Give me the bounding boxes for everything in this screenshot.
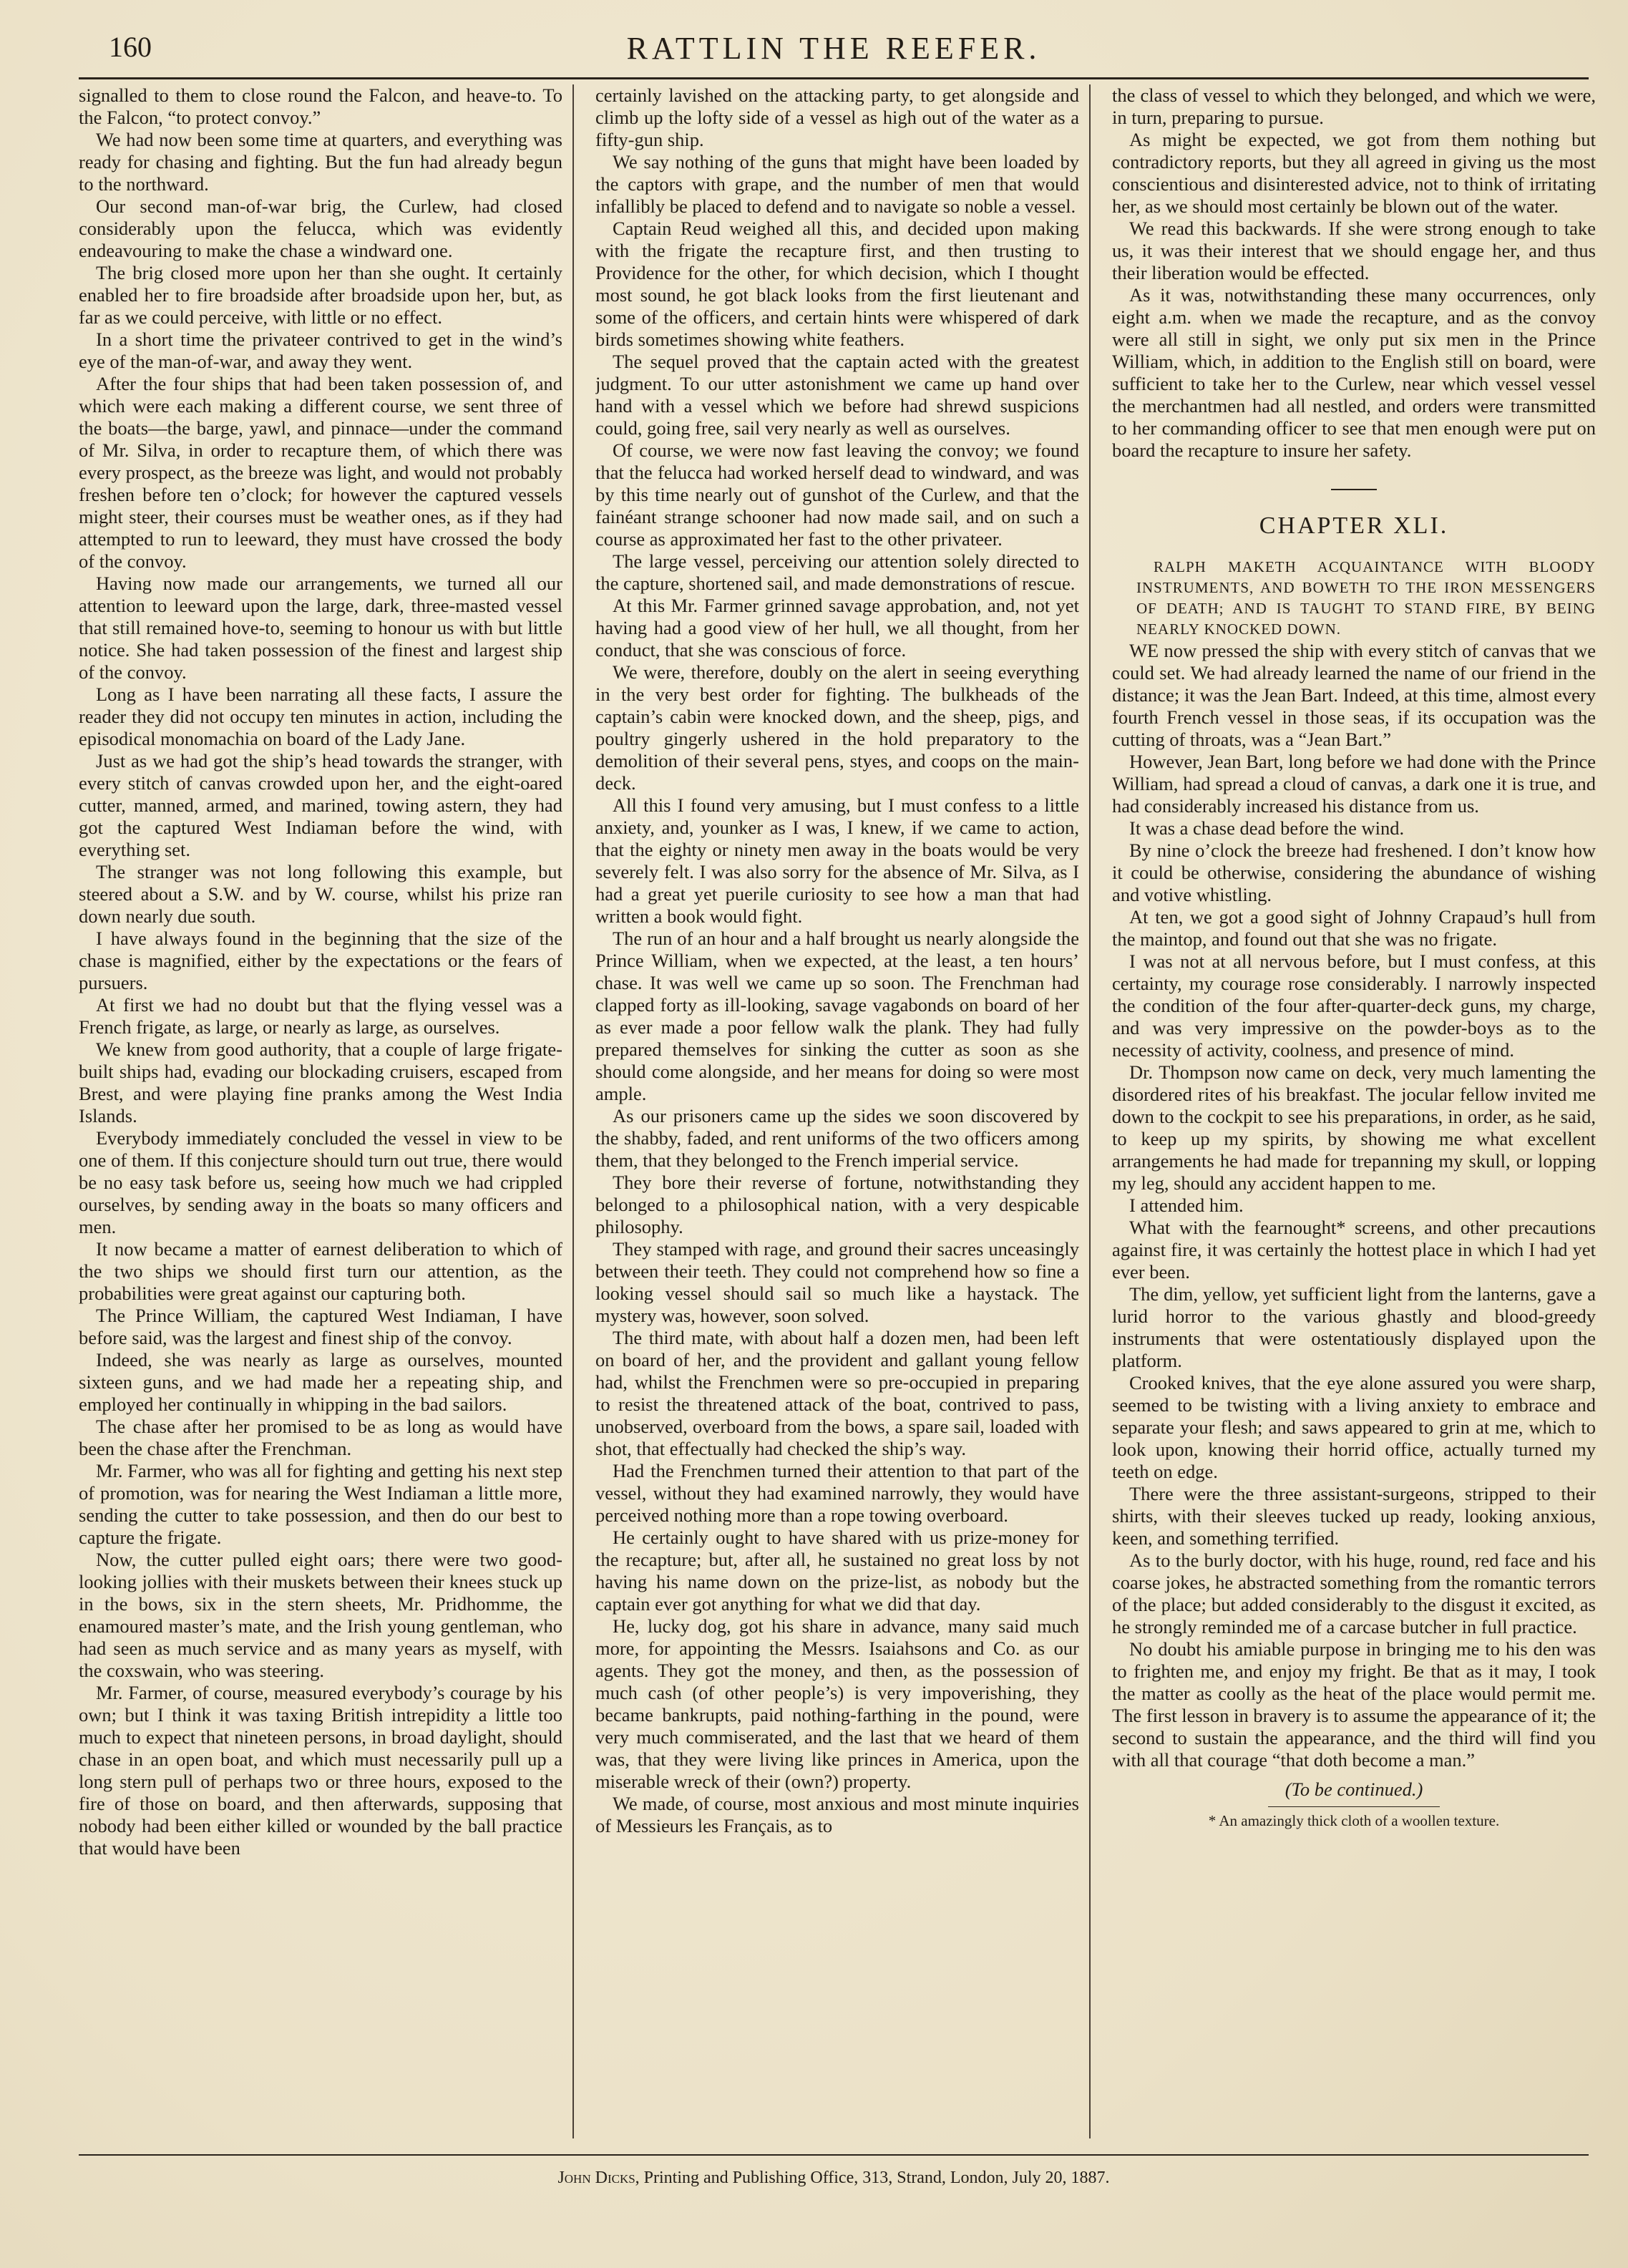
paragraph: Dr. Thompson now came on deck, very much lamenting the disordered rites of his breakfast. The jocular fellow invited me down to the cockpit to see his preparations, in order, as he said, to keep up my spirits, by showing me what excellent arrangements he had made for trepanning my skull, or lopping my leg, should any accident happen to me.	[1112, 1061, 1596, 1194]
publisher-imprint	[79, 2169, 1589, 2188]
column-3-chapter-text	[1112, 640, 1596, 1771]
paragraph: The stranger was not long following this example, but steered about a S.W. and by W. course, whilst his prize ran down nearly due south.	[79, 861, 562, 927]
text-columns	[79, 84, 1596, 2138]
column-3-top-text	[1112, 84, 1596, 462]
paragraph: No doubt his amiable purpose in bringing me to his den was to frighten me, and enjoy my fright. Be that as it may, I took the matter as coolly as the heat of the place would permit me. The first lesson in bravery is to assume the appearance of it; the second to sustain the appearance, and the third will find you with all that courage “that doth become a man.”	[1112, 1638, 1596, 1771]
paragraph: He certainly ought to have shared with us prize-money for the recapture; but, after all, he sustained no great loss by not having his name down on the prize-list, as nobody but the captain ever got anything for what we did that day.	[595, 1527, 1079, 1615]
paragraph: Had the Frenchmen turned their attention to that part of the vessel, without they had examined narrowly, they would have perceived nothing more than a rope towing overboard.	[595, 1460, 1079, 1526]
paragraph: However, Jean Bart, long before we had done with the Prince William, had spread a cloud of canvas, a dark one it is true, and had considerably increased his distance from us.	[1112, 751, 1596, 817]
paragraph: There were the three assistant-surgeons, stripped to their shirts, with their sleeves tucked up ready, looking anxious, keen, and something terrified.	[1112, 1483, 1596, 1549]
page-header	[79, 20, 1589, 79]
paragraph: Captain Reud weighed all this, and decided upon making with the frigate the recapture first, and then trusting to Providence for the other, for which decision, which I thought most sound, he got black looks from the first lieutenant and some of the officers, and certain hints were whispered of dark birds sometimes showing white feathers.	[595, 218, 1079, 350]
paragraph: What with the fearnought* screens, and other precautions against fire, it was certainly the hottest place in which I had yet ever been.	[1112, 1217, 1596, 1283]
footnote: * An amazingly thick cloth of a woollen texture.	[1208, 1812, 1500, 1829]
paragraph: We say nothing of the guns that might have been loaded by the captors with grape, and the number of men that would infallibly be placed to defend and to navigate so noble a vessel.	[595, 151, 1079, 217]
paragraph: the class of vessel to which they belonged, and which we were, in turn, preparing to pursue.	[1112, 84, 1596, 128]
to-be-continued: (To be continued.)	[1285, 1778, 1423, 1800]
paragraph: The dim, yellow, yet sufficient light from the lanterns, gave a lurid horror to the various ghastly and blood-greedy instruments that were ostentatiously displayed upon the platform.	[1112, 1283, 1596, 1371]
paragraph: signalled to them to close round the Falcon, and heave-to. To the Falcon, “to protect convoy.”	[79, 84, 562, 128]
paragraph: In a short time the privateer contrived to get in the wind’s eye of the man-of-war, and away they went.	[79, 328, 562, 372]
chapter-title: CHAPTER XLI.	[1259, 512, 1449, 539]
paragraph: Indeed, she was nearly as large as ourselves, mounted sixteen guns, and we had made her a repeating ship, and employed her continually in whipping in the bad sailors.	[79, 1349, 562, 1415]
paragraph: Our second man-of-war brig, the Curlew, had closed considerably upon the felucca, which was evidently endeavouring to make the chase a windward one.	[79, 195, 562, 261]
page-number: 160	[109, 31, 152, 63]
paragraph: He, lucky dog, got his share in advance, many said much more, for appointing the Messrs. Isaiahsons and Co. as our agents. They got the money, and then, as the possession of much cash (of other people’s) is very impoverishing, they became bankrupts, paid nothing-farthing in the pound, were very much commiserated, and the last that we heard of them was, that they were living like princes in America, upon the miserable wreck of their (own?) property.	[595, 1615, 1079, 1792]
paragraph: The run of an hour and a half brought us nearly alongside the Prince William, when we expected, at the least, a ten hours’ chase. It was well we came up so soon. The Frenchman had clapped forty as ill-looking, savage vagabonds on board of her as ever made a poor fellow walk the plank. They had fully prepared themselves for sinking the cutter as soon as she should come alongside, and her means for doing so were most ample.	[595, 928, 1079, 1104]
paragraph: As might be expected, we got from them nothing but contradictory reports, but they all agreed in giving us the most conscientious and disinterested advice, not to think of irritating her, as we should most certainly be blown out of the water.	[1112, 129, 1596, 217]
paragraph: They bore their reverse of fortune, notwithstanding they belonged to a philosophical nation, with a very despicable philosophy.	[595, 1172, 1079, 1237]
paragraph: Mr. Farmer, who was all for fighting and getting his next step of promotion, was for nearing the West Indiaman a little more, sending the cutter to take possession, and then do our best to capture the frigate.	[79, 1460, 562, 1548]
running-title: RATTLIN THE REEFER.	[626, 31, 1041, 66]
paragraph: Of course, we were now fast leaving the convoy; we found that the felucca had worked herself dead to windward, and was by this time nearly out of gunshot of the Curlew, and that the fainéant strange schooner had now made sail, and on such a course as approximated her fast to the other privateer.	[595, 439, 1079, 550]
paragraph: They stamped with rage, and ground their sacres unceasingly between their teeth. They could not comprehend how so fine a looking vessel should sail so much like a haystack. The mystery was, however, soon solved.	[595, 1238, 1079, 1326]
chapter-divider	[1331, 489, 1377, 490]
paragraph: By nine o’clock the breeze had freshened. I don’t know how it could be otherwise, considering the abundance of wishing and votive whistling.	[1112, 839, 1596, 905]
paragraph: We were, therefore, doubly on the alert in seeing everything in the very best order for fighting. The bulkheads of the captain’s cabin were knocked down, and the sheep, pigs, and poultry gingerly ushered in the hold preparatory to the demolition of their several pens, styes, and coops on the main-deck.	[595, 661, 1079, 794]
column-3	[1112, 84, 1596, 2138]
paragraph: WE now pressed the ship with every stitch of canvas that we could set. We had already learned the name of our friend in the distance; it was the Jean Bart. Indeed, at this time, almost every fourth French vessel in those seas, if its occupation was the cutting of throats, was a “Jean Bart.”	[1112, 640, 1596, 750]
paragraph: Long as I have been narrating all these facts, I assure the reader they did not occupy ten minutes in action, including the episodical monomachia on board of the Lady Jane.	[79, 683, 562, 749]
paragraph: The brig closed more upon her than she ought. It certainly enabled her to fire broadside after broadside upon her, but, as far as we could perceive, with little or no effect.	[79, 262, 562, 328]
paragraph: We read this backwards. If she were strong enough to take us, it was their interest that we should engage her, and thus their liberation would be effected.	[1112, 218, 1596, 283]
paragraph: It now became a matter of earnest deliberation to which of the two ships we should first turn our attention, as the probabilities were great against our capturing both.	[79, 1238, 562, 1304]
paragraph: I have always found in the beginning that the size of the chase is magnified, either by the expectations or the fears of pursuers.	[79, 928, 562, 993]
paragraph: Everybody immediately concluded the vessel in view to be one of them. If this conjecture should turn out true, there would be no easy task before us, seeing how much we had crippled ourselves, by sending away in the boats so many officers and men.	[79, 1127, 562, 1237]
paragraph: The third mate, with about half a dozen men, had been left on board of her, and the provident and gallant young fellow had, whilst the Frenchmen were so pre-occupied in preparing to resist the threatened attack of the boat, contrived to pass, unobserved, overboard from the bows, a spare sail, loaded with shot, that effectually had checked the ship’s way.	[595, 1327, 1079, 1459]
paragraph: certainly lavished on the attacking party, to get alongside and climb up the lofty side of a vessel as high out of the water as a fifty-gun ship.	[595, 84, 1079, 150]
footnote-divider	[1268, 1806, 1440, 1807]
paragraph: The Prince William, the captured West Indiaman, I have before said, was the largest and finest ship of the convoy.	[79, 1305, 562, 1348]
paragraph: We made, of course, most anxious and most minute inquiries of Messieurs les Français, as to	[595, 1793, 1079, 1836]
paragraph: At this Mr. Farmer grinned savage approbation, and, not yet having had a good view of her hull, we all thought, from her conduct, that she was conscious of force.	[595, 595, 1079, 661]
paragraph: The large vessel, perceiving our attention solely directed to the capture, shortened sail, and made demonstrations of rescue.	[595, 550, 1079, 594]
column-1	[79, 84, 574, 2138]
paragraph: We had now been some time at quarters, and everything was ready for chasing and fighting. But the fun had already begun to the northward.	[79, 129, 562, 195]
publisher-name: John Dicks	[557, 2169, 635, 2187]
paragraph: As to the burly doctor, with his huge, round, red face and his coarse jokes, he abstracted something from the romantic terrors of the place; but added considerably to the disgust it excited, as he strongly reminded me of a carcase butcher in full practice.	[1112, 1549, 1596, 1637]
paragraph: I attended him.	[1129, 1194, 1244, 1216]
paragraph: After the four ships that had been taken possession of, and which were each making a different course, we sent three of the boats—the barge, yawl, and pinnace—under the command of Mr. Silva, in order to recapture them, of which there was every prospect, as the breeze was light, and would not probably freshen before ten o’clock; for however the captured vessels might steer, their courses must be weather ones, as if they had attempted to run to leeward, they must have crossed the body of the convoy.	[79, 373, 562, 572]
paragraph: Crooked knives, that the eye alone assured you were sharp, seemed to be twisting with a living anxiety to embrace and separate your flesh; and saws appeared to grin at me, which to look upon, knowing their horrid office, actually turned my teeth on edge.	[1112, 1372, 1596, 1482]
paragraph: I was not at all nervous before, but I must confess, at this certainty, my courage rose considerably. I narrowly inspected the condition of the four after-quarter-deck guns, my charge, and was very impressive on the powder-boys as to the necessity of activity, coolness, and presence of mind.	[1112, 950, 1596, 1061]
paragraph: At first we had no doubt but that the flying vessel was a French frigate, as large, or nearly as large, as ourselves.	[79, 994, 562, 1038]
paragraph: It was a chase dead before the wind.	[1129, 817, 1405, 839]
paragraph: Mr. Farmer, of course, measured everybody’s courage by his own; but I think it was taxing British intrepidity a little too much to expect that nineteen persons, in broad daylight, should chase in an open boat, and which must necessarily pull up a long stern pull of perhaps two or three hours, exposed to the fire of those on board, and then afterwards, supposing that nobody had been either killed or wounded by the ball practice that would have been	[79, 1682, 562, 1859]
paragraph: As our prisoners came up the sides we soon discovered by the shabby, faded, and rent uniforms of the two officers among them, that they belonged to the French imperial service.	[595, 1105, 1079, 1171]
imprint-divider	[79, 2154, 1589, 2156]
paragraph: All this I found very amusing, but I must confess to a little anxiety, and, younker as I was, I knew, if we came to action, that the eighty or ninety men away in the boats would be very severely felt. I was also sorry for the absence of Mr. Silva, as I had a great yet puerile curiosity to see how a man that had written a book would fight.	[595, 794, 1079, 927]
paragraph: Having now made our arrangements, we turned all our attention to leeward upon the large, dark, three-masted vessel that still remained hove-to, seeming to honour us with but little notice. She had taken possession of the finest and largest ship of the convoy.	[79, 573, 562, 683]
paragraph: The chase after her promised to be as long as would have been the chase after the Frenchman.	[79, 1416, 562, 1459]
column-2	[595, 84, 1091, 2138]
paragraph: Just as we had got the ship’s head towards the stranger, with every stitch of canvas crowded upon her, and the eight-oared cutter, manned, armed, and marined, towing astern, they had got the captured West Indiaman before the wind, with everything set.	[79, 750, 562, 860]
paragraph: We knew from good authority, that a couple of large frigate-built ships had, evading our blockading cruisers, escaped from Brest, and were playing fine pranks among the West India Islands.	[79, 1038, 562, 1126]
paragraph: The sequel proved that the captain acted with the greatest judgment. To our utter astonishment we came up hand over hand with a vessel which we before had shrewd suspicions could, going free, sail very nearly as well as ourselves.	[595, 351, 1079, 439]
imprint-text: , Printing and Publishing Office, 313, Strand, London, July 20, 1887.	[635, 2169, 1110, 2187]
paragraph: At ten, we got a good sight of Johnny Crapaud’s hull from the maintop, and found out that she was no frigate.	[1112, 906, 1596, 950]
paragraph: Now, the cutter pulled eight oars; there were two good-looking jollies with their muskets between their knees stuck up in the bows, six in the stern sheets, Mr. Pridhomme, the enamoured master’s mate, and the Irish young gentleman, who had seen as much service and as many years as myself, with the coxswain, who was steering.	[79, 1549, 562, 1681]
chapter-summary: RALPH MAKETH ACQUAINTANCE WITH BLOODY INSTRUMENTS, AND BOWETH TO THE IRON MESSENGERS OF DEATH; AND IS TAUGHT TO STAND FIRE, BY BEING NEARLY KNOCKED DOWN.	[1136, 558, 1596, 638]
paragraph: As it was, notwithstanding these many occurrences, only eight a.m. when we made the recapture, and as the convoy were all still in sight, we only put six men in the Prince William, which, in addition to the English still on board, were sufficient to take her to the Curlew, near which vessel vessel the merchantmen had all nestled, and orders were transmitted to her commanding officer to see that men enough were put on board the recapture to insure her safety.	[1112, 284, 1596, 461]
